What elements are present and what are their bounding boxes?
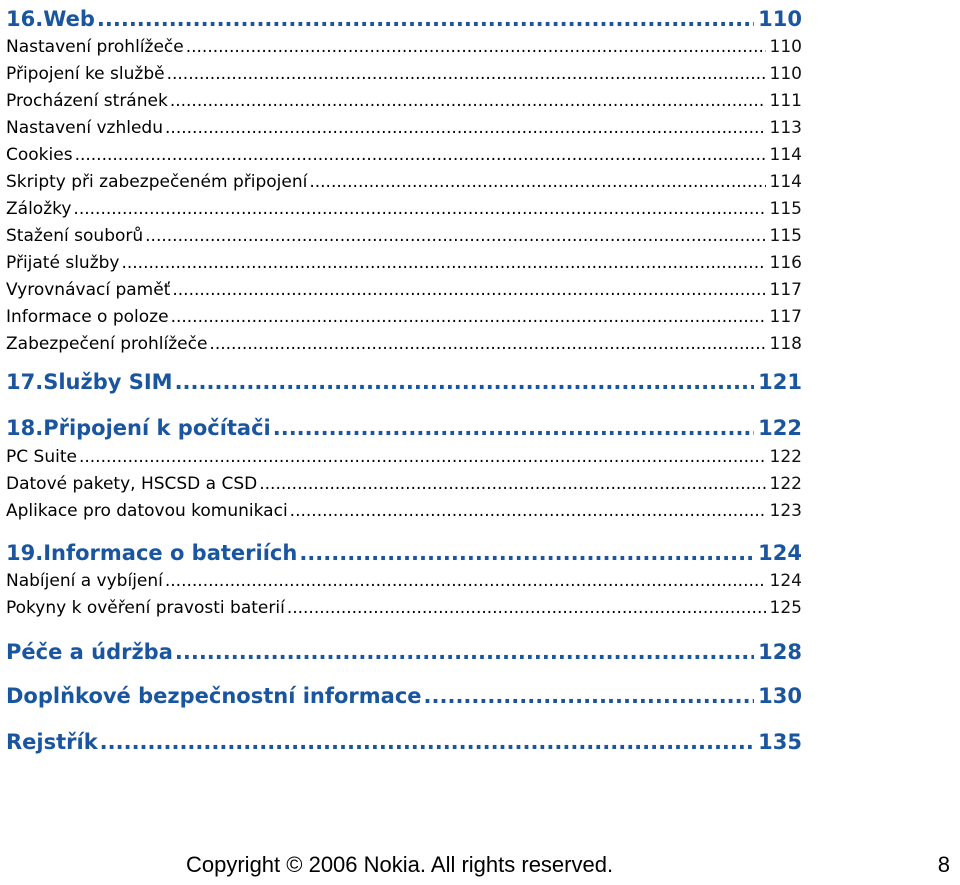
toc-section-entry[interactable] [6, 444, 802, 470]
toc-entry-title: Nabíjení a vybíjení [6, 571, 163, 591]
toc-dot-leader [121, 250, 765, 276]
toc-dot-leader [171, 304, 766, 330]
toc-dot-leader [299, 538, 754, 568]
toc-section-entry[interactable] [6, 34, 802, 60]
toc-section-entry[interactable] [6, 277, 802, 303]
toc-entry-page: 117 [769, 307, 802, 327]
toc-entry-title: Stažení souborů [6, 226, 144, 246]
toc-entry-page: 115 [769, 199, 802, 219]
toc-dot-leader [175, 367, 755, 397]
toc-entry-title: Péče a údržba [6, 640, 173, 664]
toc-dot-leader [290, 498, 766, 524]
toc-dot-leader [209, 331, 765, 357]
toc-section-entry[interactable] [6, 304, 802, 330]
toc-entry-title: 19.Informace o bateriích [6, 541, 298, 565]
toc-entry-title: Procházení stránek [6, 91, 168, 111]
toc-dot-leader [175, 637, 754, 667]
toc-dot-leader [287, 595, 766, 621]
toc-chapter-entry[interactable] [6, 367, 802, 397]
toc-entry-page: 110 [769, 37, 802, 57]
copyright-footer: Copyright © 2006 Nokia. All rights reserved. [186, 852, 614, 877]
toc-entry-page: 128 [758, 640, 802, 664]
toc-entry-page: 114 [769, 145, 802, 165]
toc-entry-title: Nastavení vzhledu [6, 118, 164, 138]
toc-entry-title: Nastavení prohlížeče [6, 37, 184, 57]
toc-dot-leader [167, 61, 766, 87]
toc-section-entry[interactable] [6, 169, 802, 195]
toc-entry-page: 122 [769, 474, 802, 494]
toc-entry-title: Cookies [6, 145, 73, 165]
toc-entry-page: 122 [769, 447, 802, 467]
toc-chapter-entry[interactable] [6, 637, 802, 667]
toc-entry-title: Pokyny k ověření pravosti baterií [6, 598, 285, 618]
toc-entry-title: 17.Služby SIM [6, 370, 173, 394]
toc-entry-page: 135 [758, 730, 802, 754]
toc-entry-title: Přijaté služby [6, 253, 120, 273]
toc-entry-page: 125 [769, 598, 802, 618]
toc-entry-page: 123 [769, 501, 802, 521]
toc-chapter-entry[interactable] [6, 413, 802, 443]
toc-entry-title: Informace o poloze [6, 307, 169, 327]
toc-entry-page: 117 [769, 280, 802, 300]
toc-dot-leader [100, 727, 754, 757]
toc-dot-leader [172, 277, 765, 303]
toc-section-entry[interactable] [6, 61, 802, 87]
toc-entry-title: 18.Připojení k počítači [6, 416, 271, 440]
toc-entry-page: 116 [769, 253, 802, 273]
toc-entry-page: 110 [758, 7, 802, 31]
toc-dot-leader [259, 471, 765, 497]
toc-dot-leader [165, 115, 766, 141]
toc-section-entry[interactable] [6, 142, 802, 168]
toc-entry-page: 130 [758, 684, 802, 708]
toc-entry-page: 111 [769, 91, 802, 111]
toc-entry-title: PC Suite [6, 447, 77, 467]
toc-chapter-entry[interactable] [6, 681, 802, 711]
toc-entry-page: 113 [769, 118, 802, 138]
toc-dot-leader [165, 568, 766, 594]
toc-entry-page: 115 [769, 226, 802, 246]
toc-entry-title: Vyrovnávací paměť [6, 280, 171, 300]
toc-section-entry[interactable] [6, 223, 802, 249]
toc-section-entry[interactable] [6, 196, 802, 222]
toc-chapter-entry[interactable] [6, 4, 802, 34]
toc-dot-leader [273, 413, 754, 443]
toc-entry-title: 16.Web [6, 7, 95, 31]
toc-entry-page: 124 [769, 571, 802, 591]
toc-chapter-entry[interactable] [6, 727, 802, 757]
toc-entry-title: Záložky [6, 199, 72, 219]
toc-section-entry[interactable] [6, 568, 802, 594]
toc-dot-leader [186, 34, 766, 60]
toc-section-entry[interactable] [6, 88, 802, 114]
toc-entry-title: Datové pakety, HSCSD a CSD [6, 474, 258, 494]
toc-entry-page: 124 [758, 541, 802, 565]
toc-dot-leader [75, 142, 766, 168]
toc-entry-title: Aplikace pro datovou komunikaci [6, 501, 288, 521]
toc-entry-page: 122 [758, 416, 802, 440]
toc-section-entry[interactable] [6, 595, 802, 621]
toc-entry-page: 110 [769, 64, 802, 84]
toc-dot-leader [170, 88, 766, 114]
toc-entry-page: 121 [758, 370, 802, 394]
toc-section-entry[interactable] [6, 498, 802, 524]
toc-dot-leader [73, 196, 765, 222]
toc-entry-title: Skripty při zabezpečeném připojení [6, 172, 308, 192]
toc-section-entry[interactable] [6, 250, 802, 276]
toc-entry-title: Doplňkové bezpečnostní informace [6, 684, 422, 708]
toc-section-entry[interactable] [6, 115, 802, 141]
toc-dot-leader [97, 4, 754, 34]
toc-entry-title: Připojení ke službě [6, 64, 165, 84]
toc-section-entry[interactable] [6, 471, 802, 497]
toc-dot-leader [145, 223, 765, 249]
toc-dot-leader [309, 169, 765, 195]
toc-entry-page: 118 [769, 334, 802, 354]
toc-entry-title: Zabezpečení prohlížeče [6, 334, 208, 354]
toc-section-entry[interactable] [6, 331, 802, 357]
toc-dot-leader [79, 444, 766, 470]
toc-dot-leader [424, 681, 755, 711]
toc-entry-title: Rejstřík [6, 730, 98, 754]
toc-entry-page: 114 [769, 172, 802, 192]
page-number: 8 [937, 852, 950, 877]
toc-chapter-entry[interactable] [6, 538, 802, 568]
